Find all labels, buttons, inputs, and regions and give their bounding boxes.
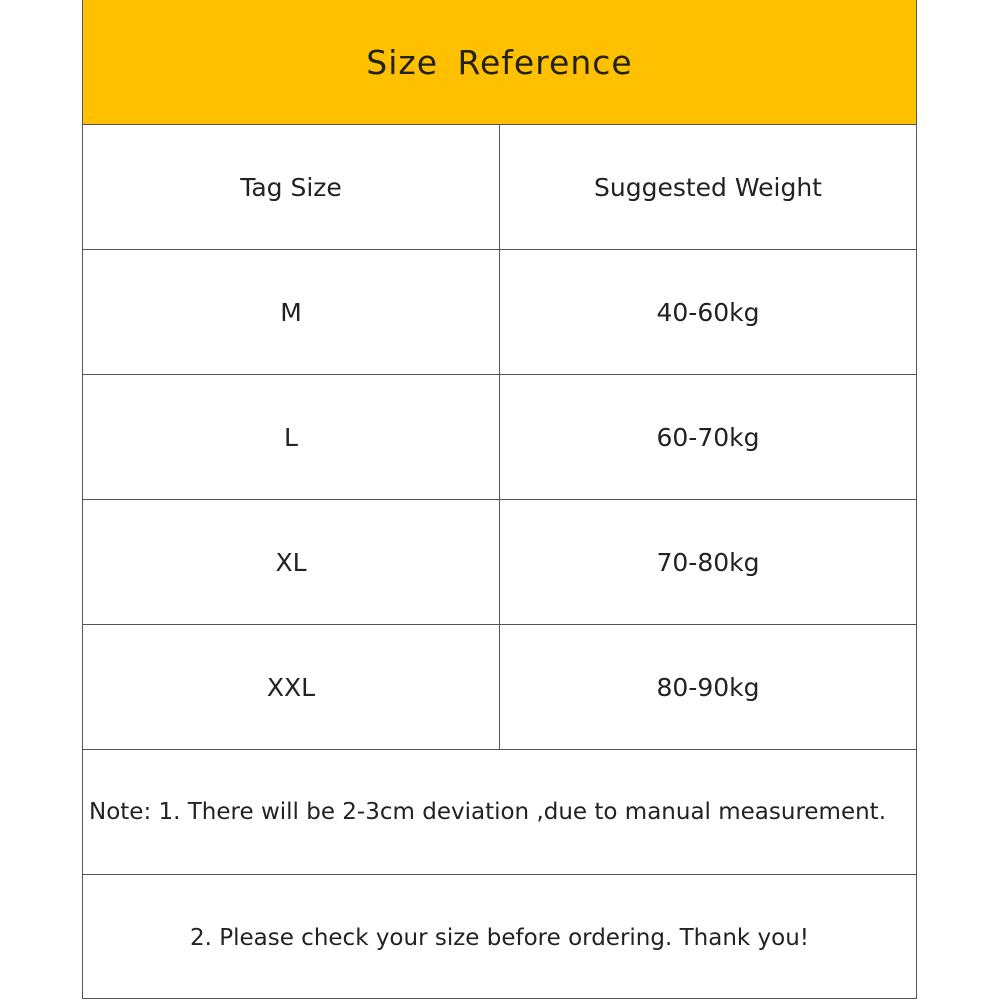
weight-cell: 40-60kg <box>656 297 760 327</box>
note-line-2: 2. Please check your size before ordering. Thank you! <box>189 924 810 951</box>
size-cell: XXL <box>83 625 500 749</box>
size-table <box>82 0 917 999</box>
size-cell: M <box>83 250 500 374</box>
column-header-suggested-weight: Suggested Weight <box>594 172 822 202</box>
table-header <box>83 0 916 125</box>
table-row <box>83 250 916 375</box>
size-cell: L <box>83 375 500 499</box>
table-row <box>83 625 916 750</box>
column-header-tag-size: Tag Size <box>83 125 500 249</box>
column-header-row <box>83 125 916 250</box>
note-line-1: Note: 1. There will be 2-3cm deviation ,due to manual measurement. <box>83 750 916 875</box>
weight-cell: 70-80kg <box>656 547 760 577</box>
weight-cell: 80-90kg <box>656 672 760 702</box>
table-row <box>83 375 916 500</box>
weight-cell: 60-70kg <box>656 422 760 452</box>
size-cell: XL <box>83 500 500 624</box>
table-row <box>83 500 916 625</box>
table-title: Size Reference <box>366 42 633 82</box>
